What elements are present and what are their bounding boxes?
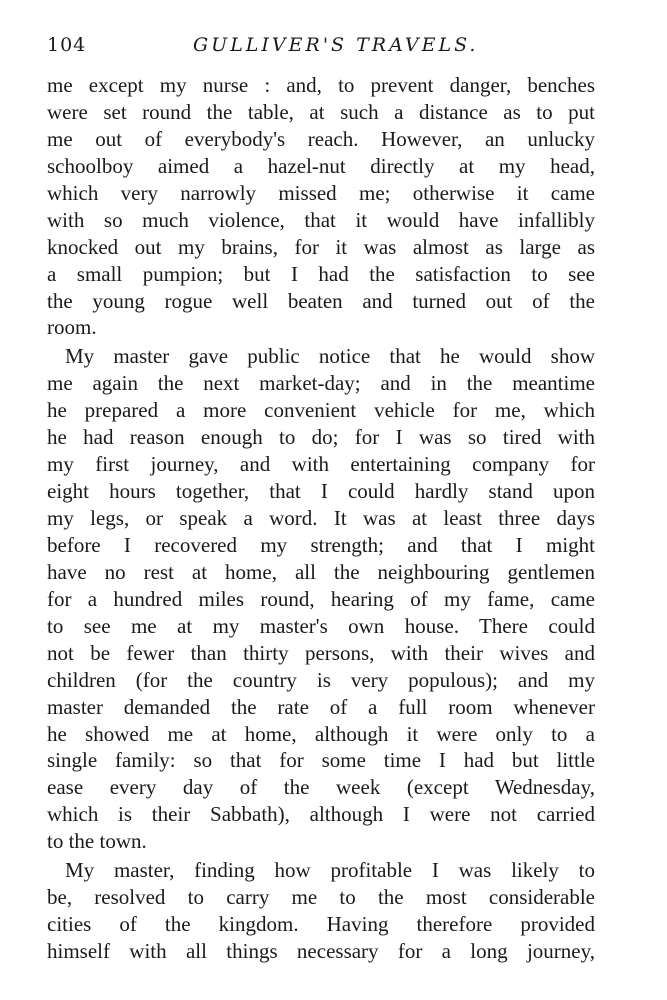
text-line: have no rest at home, all the neighbouring gentlemen [47,559,595,584]
text-line: My master gave public notice that he would show [65,344,595,369]
text-line: my legs, or speak a word. It was at least three days [47,506,595,530]
text-line: for a hundred miles round, hearing of my fame, came [47,586,595,611]
text-line: master demanded the rate of a full room whenever [47,694,595,719]
body-text [47,72,595,965]
text-line: schoolboy aimed a hazel-nut directly at my head, [47,153,595,178]
text-line: eight hours together, that I could hardly stand upon [47,479,595,504]
text-line: room. [47,315,97,340]
text-line: My master, finding how profitable I was likely to [65,858,595,883]
text-line: knocked out my brains, for it was almost as large as [47,234,595,259]
page-header [47,28,607,62]
running-title: GULLIVER'S TRAVELS. [193,34,479,56]
text-line: were set round the table, at such a distance as to put [47,99,595,124]
paragraph-2 [47,343,595,855]
text-line: he prepared a more convenient vehicle for me, which [47,398,595,423]
text-line: me except my nurse : and, to prevent danger, benches [47,73,595,97]
text-line: a small pumpion; but I had the satisfaction to see [47,261,595,286]
paragraph-1 [47,72,595,341]
text-line: before I recovered my strength; and that I might [47,532,595,557]
text-line: he had reason enough to do; for I was so tired with [47,425,595,450]
page-number: 104 [47,34,87,56]
text-line: single family: so that for some time I had but little [47,748,595,773]
text-line: the young rogue well beaten and turned out of the [47,288,595,313]
text-line: he showed me at home, although it were only to a [47,721,595,746]
text-line: me out of everybody's reach. However, an unlucky [47,126,595,151]
text-line: be, resolved to carry me to the most considerable [47,885,595,910]
text-line: with so much violence, that it would have infallibly [47,207,595,232]
text-line: to the town. [47,829,147,854]
text-line: which very narrowly missed me; otherwise it came [47,180,595,205]
text-line: himself with all things necessary for a long journey, [47,939,595,963]
text-line: me again the next market-day; and in the meantime [47,371,595,396]
paragraph-3 [47,857,595,965]
text-line: my first journey, and with entertaining company for [47,452,595,477]
text-line: not be fewer than thirty persons, with their wives and [47,640,595,665]
text-line: children (for the country is very populous); and my [47,667,595,692]
text-line: cities of the kingdom. Having therefore provided [47,912,595,937]
text-line: to see me at my master's own house. There could [47,613,595,638]
text-line: ease every day of the week (except Wednesday, [47,775,595,800]
text-line: which is their Sabbath), although I were not carried [47,802,595,827]
